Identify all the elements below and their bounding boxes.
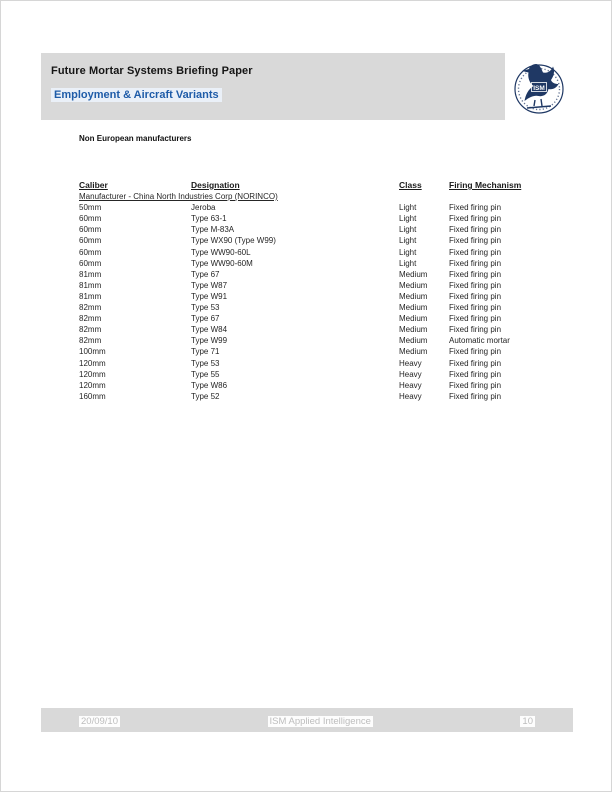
- table-cell: 60mm: [79, 225, 102, 235]
- table-row: [79, 235, 535, 246]
- table-cell: Fixed firing pin: [449, 214, 502, 224]
- footer-page-number: 10: [522, 716, 533, 727]
- table-cell: Type 52: [191, 391, 220, 401]
- header-band: [41, 53, 573, 120]
- table-cell: Type 53: [191, 303, 220, 313]
- table-row: [79, 258, 535, 269]
- table-cell: Fixed firing pin: [449, 236, 502, 246]
- table-row: [79, 358, 535, 369]
- table-cell: Fixed firing pin: [449, 347, 502, 357]
- column-header: Caliber: [79, 180, 108, 190]
- table-cell: Light: [399, 247, 417, 257]
- column-header: Designation: [191, 180, 240, 190]
- table-cell: Medium: [399, 280, 428, 290]
- table-cell: Medium: [399, 325, 428, 335]
- table-row: [79, 213, 535, 224]
- table-row: [79, 280, 535, 291]
- footer-company: ISM Applied Intelligence: [269, 716, 371, 727]
- table-cell: 82mm: [79, 314, 102, 324]
- column-header: Firing Mechanism: [449, 180, 522, 190]
- table-cell: 120mm: [79, 380, 106, 390]
- table-header-row: [79, 180, 535, 191]
- table-cell: 120mm: [79, 358, 106, 368]
- table-cell: Type W99: [191, 336, 228, 346]
- table-cell: Fixed firing pin: [449, 391, 502, 401]
- table-cell: 81mm: [79, 269, 102, 279]
- footer-date: 20/09/10: [81, 716, 118, 727]
- table-cell: Type W87: [191, 280, 228, 290]
- table-cell: 100mm: [79, 347, 106, 357]
- table-cell: Light: [399, 225, 417, 235]
- table-cell: Medium: [399, 336, 428, 346]
- table-cell: 120mm: [79, 369, 106, 379]
- table-row: [79, 202, 535, 213]
- mortar-table: [79, 180, 535, 402]
- table-cell: Heavy: [399, 358, 422, 368]
- table-cell: Type M-83A: [191, 225, 235, 235]
- table-row: [79, 247, 535, 258]
- table-cell: Fixed firing pin: [449, 325, 502, 335]
- table-cell: Fixed firing pin: [449, 258, 502, 268]
- bird-logo-icon: [509, 56, 569, 118]
- table-cell: Light: [399, 236, 417, 246]
- table-cell: Fixed firing pin: [449, 303, 502, 313]
- table-cell: Heavy: [399, 391, 422, 401]
- table-cell: Medium: [399, 303, 428, 313]
- table-cell: Jeroba: [191, 203, 216, 213]
- table-cell: 60mm: [79, 236, 102, 246]
- table-row: [79, 324, 535, 335]
- table-cell: Medium: [399, 314, 428, 324]
- table-row: [79, 291, 535, 302]
- table-row: [79, 346, 535, 357]
- table-row: [79, 224, 535, 235]
- table-row: [79, 335, 535, 346]
- logo-monogram: ISM: [533, 84, 545, 92]
- table-cell: Type 55: [191, 369, 220, 379]
- table-cell: 82mm: [79, 336, 102, 346]
- table-cell: Fixed firing pin: [449, 247, 502, 257]
- table-cell: Heavy: [399, 380, 422, 390]
- table-cell: Type 53: [191, 358, 220, 368]
- table-row: [79, 269, 535, 280]
- table-row: [79, 302, 535, 313]
- table-cell: 82mm: [79, 325, 102, 335]
- table-cell: 60mm: [79, 258, 102, 268]
- table-cell: Fixed firing pin: [449, 203, 502, 213]
- table-cell: 50mm: [79, 203, 102, 213]
- table-cell: 82mm: [79, 303, 102, 313]
- table-row: [79, 369, 535, 380]
- table-cell: Fixed firing pin: [449, 369, 502, 379]
- table-cell: Light: [399, 214, 417, 224]
- table-cell: Type 67: [191, 314, 220, 324]
- table-cell: Type WW90-60L: [191, 247, 251, 257]
- column-header: Class: [399, 180, 422, 190]
- page-title: Future Mortar Systems Briefing Paper: [51, 65, 253, 77]
- table-cell: Fixed firing pin: [449, 314, 502, 324]
- logo: [505, 53, 573, 120]
- table-cell: Fixed firing pin: [449, 380, 502, 390]
- table-cell: Light: [399, 258, 417, 268]
- page-subtitle: Employment & Aircraft Variants: [51, 88, 222, 102]
- table-cell: Heavy: [399, 369, 422, 379]
- table-cell: 60mm: [79, 214, 102, 224]
- table-cell: Medium: [399, 269, 428, 279]
- table-cell: Type 63-1: [191, 214, 227, 224]
- table-row: [79, 313, 535, 324]
- table-cell: Type W86: [191, 380, 228, 390]
- table-cell: Fixed firing pin: [449, 358, 502, 368]
- table-cell: Fixed firing pin: [449, 291, 502, 301]
- table-cell: Type W84: [191, 325, 228, 335]
- table-cell: 81mm: [79, 291, 102, 301]
- table-cell: Type WX90 (Type W99): [191, 236, 276, 246]
- table-cell: Type 71: [191, 347, 220, 357]
- table-cell: Medium: [399, 347, 428, 357]
- table-cell: 160mm: [79, 391, 106, 401]
- table-cell: Medium: [399, 291, 428, 301]
- table-row: [79, 380, 535, 391]
- table-cell: 81mm: [79, 280, 102, 290]
- manufacturer-row: Manufacturer - China North Industries Corp (NORINCO): [79, 192, 278, 202]
- table-cell: Type W91: [191, 291, 228, 301]
- table-cell: Fixed firing pin: [449, 225, 502, 235]
- table-cell: Fixed firing pin: [449, 280, 502, 290]
- table-cell: Automatic mortar: [449, 336, 510, 346]
- table-cell: Type WW90-60M: [191, 258, 253, 268]
- section-label: Non European manufacturers: [79, 134, 192, 143]
- table-cell: Light: [399, 203, 417, 213]
- table-cell: 60mm: [79, 247, 102, 257]
- table-cell: Fixed firing pin: [449, 269, 502, 279]
- table-body: [79, 202, 535, 402]
- table-cell: Type 67: [191, 269, 220, 279]
- footer-band: [41, 708, 573, 732]
- table-row: [79, 391, 535, 402]
